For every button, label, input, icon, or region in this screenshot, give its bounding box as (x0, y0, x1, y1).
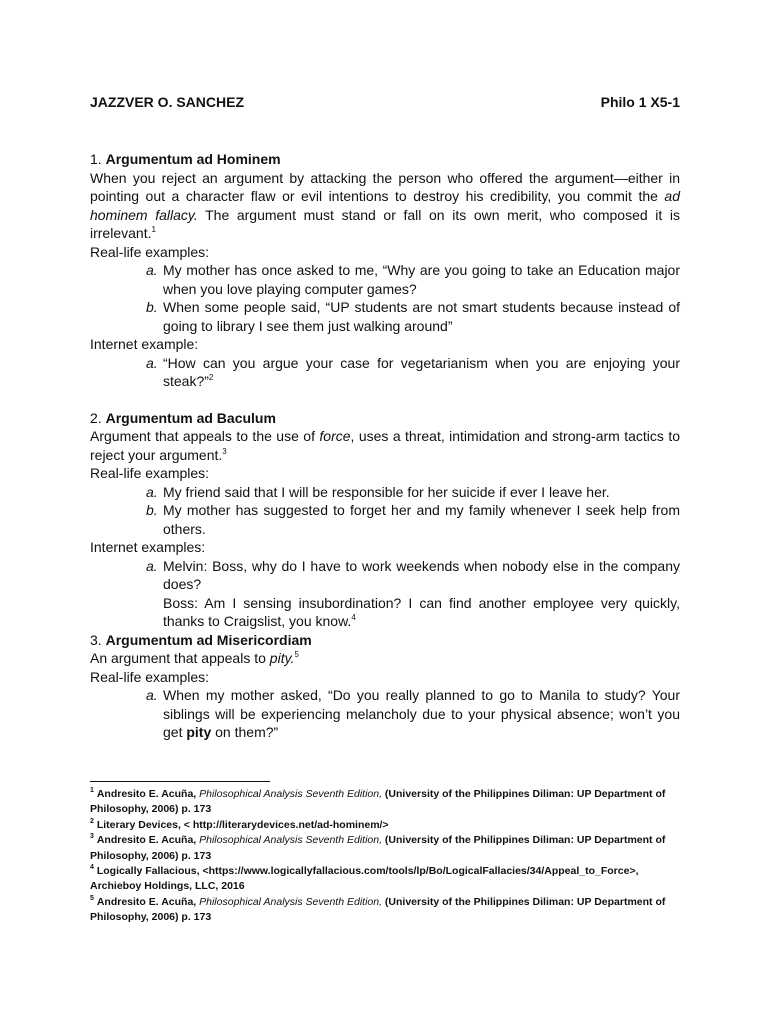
footnote-2: $^2$ Literary Devices, < http://literarydevices.net/ad-hominem/> (90, 817, 389, 831)
sections (90, 150, 680, 742)
real-life-label: Real-life examples: (90, 668, 210, 685)
section-3-definition: An argument that appeals to pity.$^5$ (90, 650, 299, 666)
example-item: a. When my mother asked, “Do you really planned to go to Manila to study? Your siblings will be experiencing melancholy due to your physical absence; won’t you get pity on them?” (146, 687, 680, 740)
footnote-4: $^4$ Logically Fallacious, <https://www.logicallyfallacious.com/tools/lp/Bo/LogicalFallacies/34/Appeal_to_Force>, Archieboy Holdings, LLC, 2016 (90, 864, 639, 893)
course-code: Philo 1 X5-1 (600, 94, 680, 110)
real-life-label: Real-life examples: (90, 465, 210, 481)
footnote-3: $^3$ Andresito E. Acuña, Philosophical Analysis Seventh Edition, (University of the Philippines Diliman: UP Department of Philosophy, 2006) p. 173 (90, 833, 666, 862)
footnotes (90, 787, 685, 926)
example-item: a. My mother has once asked to me, “Why are you going to take an Education major when you love playing computer games? (146, 262, 680, 297)
footnote-divider (90, 781, 270, 782)
real-life-label: Real-life examples: (90, 243, 210, 260)
example-item: a. Melvin: Boss, why do I have to work weekends when nobody else in the company does? (146, 557, 680, 592)
author-name: JAZZVER O. SANCHEZ (90, 94, 245, 110)
example-item: b. My mother has suggested to forget her and my family whenever I seek help from others. (146, 502, 680, 537)
footnote-1: $^1$ Andresito E. Acuña, Philosophical Analysis Seventh Edition, (University of the Philippines Diliman: UP Department of Philosophy, 2006) p. 173 (90, 787, 666, 816)
section-2-heading: 2. Argumentum ad Baculum (90, 409, 276, 426)
example-item: b. When some people said, “UP students are not smart students because instead of going to library I see them just walking around” (146, 299, 680, 334)
example-item: a. “How can you argue your case for vegetarianism when you are enjoying your steak?”$^2$ (146, 354, 680, 389)
section-1-definition: When you reject an argument by attacking the person who offered the argument—either in pointing out a character flaw or evil intentions to destroy his credibility, you commit the ad hominem fallacy. The argument must stand or fall on its own merit, who composed it is irrelevant.$^1$ (90, 169, 680, 241)
example-item-continued: Boss: Am I sensing insubordination? I can find another employee very quickly, thanks to Craigslist, you know.$^4$ (163, 594, 680, 629)
section-3-heading: 3. Argumentum ad Misericordiam (90, 631, 312, 648)
section-1-heading: 1. Argumentum ad Hominem (90, 151, 281, 167)
internet-label: Internet example: (90, 336, 199, 352)
page-header (90, 93, 680, 112)
internet-label: Internet examples: (90, 539, 206, 555)
example-item: a. My friend said that I will be responsible for her suicide if ever I leave her. (146, 483, 610, 500)
section-2-definition: Argument that appeals to the use of force, uses a threat, intimidation and strong-arm tactics to reject your argument.$^3$ (90, 428, 681, 463)
footnote-5: $^5$ Andresito E. Acuña, Philosophical Analysis Seventh Edition, (University of the Philippines Diliman: UP Department of Philosophy, 2006) p. 173 (90, 894, 666, 924)
